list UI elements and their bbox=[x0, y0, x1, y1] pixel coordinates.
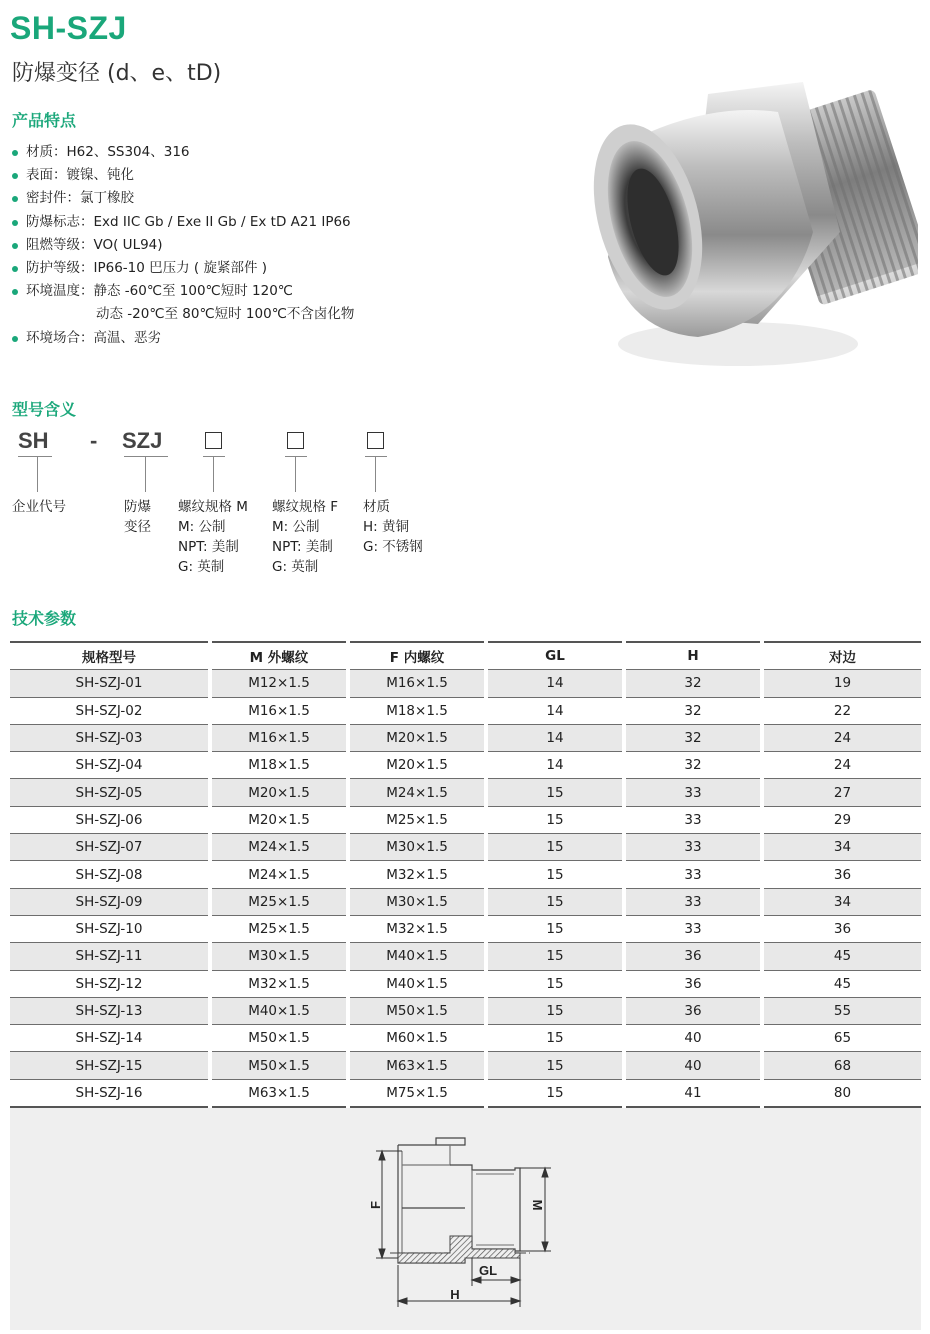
table-cell: 33 bbox=[626, 861, 760, 888]
table-cell: 33 bbox=[626, 916, 760, 943]
table-cell: M63×1.5 bbox=[350, 1052, 484, 1079]
feature-item: 防爆标志：Exd IIC Gb / Exe II Gb / Ex tD A21 IP66 bbox=[12, 211, 572, 234]
table-cell: M24×1.5 bbox=[212, 861, 346, 888]
connector-line bbox=[213, 456, 214, 492]
table-cell: M50×1.5 bbox=[212, 1025, 346, 1052]
placeholder-box-material bbox=[367, 432, 384, 449]
table-cell: SH-SZJ-14 bbox=[10, 1025, 208, 1052]
model-heading: 型号含义 bbox=[12, 400, 77, 419]
table-cell: 29 bbox=[764, 807, 921, 834]
code-szj: SZJ bbox=[122, 428, 163, 453]
table-cell: 32 bbox=[626, 725, 760, 752]
table-row bbox=[10, 725, 921, 752]
table-row bbox=[10, 861, 921, 888]
column-header: F 内螺纹 bbox=[350, 641, 484, 670]
table-cell: SH-SZJ-10 bbox=[10, 916, 208, 943]
table-cell: 15 bbox=[488, 861, 622, 888]
product-photo bbox=[588, 82, 918, 382]
feature-item: 表面：镀镍、钝化 bbox=[12, 164, 572, 187]
table-cell: SH-SZJ-09 bbox=[10, 889, 208, 916]
code-underline bbox=[285, 456, 307, 457]
table-cell: 36 bbox=[626, 998, 760, 1025]
table-row bbox=[10, 1052, 921, 1079]
label-material: 材质 H: 黄铜 G: 不锈钢 bbox=[363, 499, 423, 555]
table-cell: 80 bbox=[764, 1080, 921, 1108]
table-cell: SH-SZJ-08 bbox=[10, 861, 208, 888]
table-row bbox=[10, 998, 921, 1025]
column-header: 规格型号 bbox=[10, 641, 208, 670]
table-cell: 36 bbox=[626, 943, 760, 970]
code-underline bbox=[18, 456, 52, 457]
label-thread-m: 螺纹规格 M M: 公制 NPT: 美制 G: 英制 bbox=[178, 499, 248, 575]
spec-table bbox=[10, 641, 921, 1108]
table-cell: 40 bbox=[626, 1025, 760, 1052]
column-header: 对边 bbox=[764, 641, 921, 670]
label-type: 防爆 变径 bbox=[124, 499, 151, 535]
table-cell: 32 bbox=[626, 752, 760, 779]
table-cell: 15 bbox=[488, 1025, 622, 1052]
table-cell: 14 bbox=[488, 752, 622, 779]
features-list bbox=[12, 141, 572, 350]
table-row bbox=[10, 779, 921, 806]
table-cell: SH-SZJ-03 bbox=[10, 725, 208, 752]
table-row bbox=[10, 670, 921, 697]
table-cell: SH-SZJ-01 bbox=[10, 670, 208, 697]
dimension-drawing bbox=[10, 1108, 921, 1330]
table-cell: M16×1.5 bbox=[350, 670, 484, 697]
table-cell: 15 bbox=[488, 807, 622, 834]
table-row bbox=[10, 752, 921, 779]
table-cell: M40×1.5 bbox=[350, 971, 484, 998]
table-cell: 14 bbox=[488, 698, 622, 725]
table-cell: M25×1.5 bbox=[212, 916, 346, 943]
bullet-icon bbox=[12, 336, 18, 342]
table-cell: 36 bbox=[626, 971, 760, 998]
dim-label-f: F bbox=[368, 1201, 383, 1209]
feature-item: 材质：H62、SS304、316 bbox=[12, 141, 572, 164]
bullet-icon bbox=[12, 243, 18, 249]
label-thread-f: 螺纹规格 F M: 公制 NPT: 美制 G: 英制 bbox=[272, 499, 339, 575]
table-cell: M18×1.5 bbox=[212, 752, 346, 779]
column-header: H bbox=[626, 641, 760, 670]
table-cell: M50×1.5 bbox=[212, 1052, 346, 1079]
table-cell: 34 bbox=[764, 834, 921, 861]
table-cell: SH-SZJ-16 bbox=[10, 1080, 208, 1108]
dim-label-h: H bbox=[450, 1287, 460, 1302]
bullet-icon bbox=[12, 220, 18, 226]
features-heading: 产品特点 bbox=[12, 111, 77, 130]
table-cell: M25×1.5 bbox=[350, 807, 484, 834]
page-subtitle: 防爆变径 (d、e、tD) bbox=[12, 61, 222, 86]
table-cell: 33 bbox=[626, 889, 760, 916]
table-cell: SH-SZJ-07 bbox=[10, 834, 208, 861]
feature-item: 防护等级：IP66-10 巴压力 ( 旋紧部件 ) bbox=[12, 257, 572, 280]
dim-label-m: M bbox=[530, 1199, 545, 1211]
feature-item: 密封件：氯丁橡胶 bbox=[12, 187, 572, 210]
table-cell: M16×1.5 bbox=[212, 698, 346, 725]
tech-heading: 技术参数 bbox=[12, 609, 77, 628]
table-cell: 32 bbox=[626, 670, 760, 697]
table-cell: 45 bbox=[764, 971, 921, 998]
table-cell: M30×1.5 bbox=[350, 834, 484, 861]
table-cell: M20×1.5 bbox=[350, 725, 484, 752]
table-cell: 22 bbox=[764, 698, 921, 725]
table-cell: M75×1.5 bbox=[350, 1080, 484, 1108]
table-cell: 45 bbox=[764, 943, 921, 970]
table-cell: M32×1.5 bbox=[350, 861, 484, 888]
table-cell: 33 bbox=[626, 779, 760, 806]
table-header-row bbox=[10, 641, 921, 670]
table-cell: 24 bbox=[764, 752, 921, 779]
table-cell: SH-SZJ-04 bbox=[10, 752, 208, 779]
table-cell: M12×1.5 bbox=[212, 670, 346, 697]
table-cell: M25×1.5 bbox=[212, 889, 346, 916]
connector-line bbox=[295, 456, 296, 492]
table-cell: 33 bbox=[626, 834, 760, 861]
table-cell: SH-SZJ-05 bbox=[10, 779, 208, 806]
table-row bbox=[10, 698, 921, 725]
bullet-icon bbox=[12, 150, 18, 156]
column-header: M 外螺纹 bbox=[212, 641, 346, 670]
table-row bbox=[10, 1025, 921, 1052]
code-underline bbox=[203, 456, 225, 457]
page-title: SH-SZJ bbox=[10, 10, 127, 46]
table-cell: 27 bbox=[764, 779, 921, 806]
table-cell: 65 bbox=[764, 1025, 921, 1052]
table-cell: 36 bbox=[764, 916, 921, 943]
table-cell: SH-SZJ-12 bbox=[10, 971, 208, 998]
table-row bbox=[10, 916, 921, 943]
connector-line bbox=[37, 456, 38, 492]
table-cell: 34 bbox=[764, 889, 921, 916]
table-cell: 15 bbox=[488, 943, 622, 970]
table-cell: 15 bbox=[488, 971, 622, 998]
table-row bbox=[10, 943, 921, 970]
table-cell: SH-SZJ-15 bbox=[10, 1052, 208, 1079]
table-cell: M40×1.5 bbox=[350, 943, 484, 970]
column-header: GL bbox=[488, 641, 622, 670]
table-cell: M20×1.5 bbox=[212, 807, 346, 834]
table-cell: M20×1.5 bbox=[350, 752, 484, 779]
table-cell: 55 bbox=[764, 998, 921, 1025]
table-cell: 68 bbox=[764, 1052, 921, 1079]
table-cell: M63×1.5 bbox=[212, 1080, 346, 1108]
bullet-icon bbox=[12, 173, 18, 179]
code-underline bbox=[124, 456, 168, 457]
label-company-code: 企业代号 bbox=[12, 499, 66, 515]
table-cell: 15 bbox=[488, 1080, 622, 1108]
table-cell: M24×1.5 bbox=[212, 834, 346, 861]
table-row bbox=[10, 834, 921, 861]
table-cell: 15 bbox=[488, 834, 622, 861]
table-cell: M30×1.5 bbox=[212, 943, 346, 970]
bullet-icon bbox=[12, 289, 18, 295]
table-cell: M20×1.5 bbox=[212, 779, 346, 806]
drawing-panel bbox=[10, 1108, 921, 1330]
code-underline bbox=[365, 456, 387, 457]
feature-item: 环境温度：静态 -60℃至 100℃短时 120℃ bbox=[12, 280, 572, 303]
table-cell: M32×1.5 bbox=[350, 916, 484, 943]
table-cell: 33 bbox=[626, 807, 760, 834]
feature-item: 环境场合：高温、恶劣 bbox=[12, 327, 572, 350]
table-cell: SH-SZJ-13 bbox=[10, 998, 208, 1025]
table-cell: M18×1.5 bbox=[350, 698, 484, 725]
placeholder-box-m bbox=[205, 432, 222, 449]
table-cell: 15 bbox=[488, 916, 622, 943]
table-cell: 24 bbox=[764, 725, 921, 752]
bullet-icon bbox=[12, 266, 18, 272]
table-cell: 15 bbox=[488, 998, 622, 1025]
code-dash: - bbox=[90, 428, 98, 453]
table-row bbox=[10, 889, 921, 916]
table-cell: 36 bbox=[764, 861, 921, 888]
feature-item: 阻燃等级：VO( UL94) bbox=[12, 234, 572, 257]
connector-line bbox=[145, 456, 146, 492]
table-cell: M30×1.5 bbox=[350, 889, 484, 916]
table-cell: 15 bbox=[488, 889, 622, 916]
table-cell: SH-SZJ-02 bbox=[10, 698, 208, 725]
table-cell: 14 bbox=[488, 670, 622, 697]
table-cell: SH-SZJ-11 bbox=[10, 943, 208, 970]
table-cell: M24×1.5 bbox=[350, 779, 484, 806]
placeholder-box-f bbox=[287, 432, 304, 449]
table-cell: 15 bbox=[488, 779, 622, 806]
table-cell: M32×1.5 bbox=[212, 971, 346, 998]
code-sh: SH bbox=[18, 428, 49, 453]
table-row bbox=[10, 971, 921, 998]
feature-item-continued: 动态 -20℃至 80℃短时 100℃不含卤化物 bbox=[96, 306, 355, 323]
bullet-icon bbox=[12, 196, 18, 202]
table-cell: M50×1.5 bbox=[350, 998, 484, 1025]
table-cell: M40×1.5 bbox=[212, 998, 346, 1025]
table-cell: 32 bbox=[626, 698, 760, 725]
table-cell: 19 bbox=[764, 670, 921, 697]
connector-line bbox=[375, 456, 376, 492]
table-row bbox=[10, 807, 921, 834]
table-cell: 15 bbox=[488, 1052, 622, 1079]
table-cell: M60×1.5 bbox=[350, 1025, 484, 1052]
table-row bbox=[10, 1080, 921, 1108]
dim-label-gl: GL bbox=[478, 1263, 498, 1278]
table-cell: SH-SZJ-06 bbox=[10, 807, 208, 834]
table-cell: M16×1.5 bbox=[212, 725, 346, 752]
table-cell: 40 bbox=[626, 1052, 760, 1079]
table-cell: 14 bbox=[488, 725, 622, 752]
table-cell: 41 bbox=[626, 1080, 760, 1108]
